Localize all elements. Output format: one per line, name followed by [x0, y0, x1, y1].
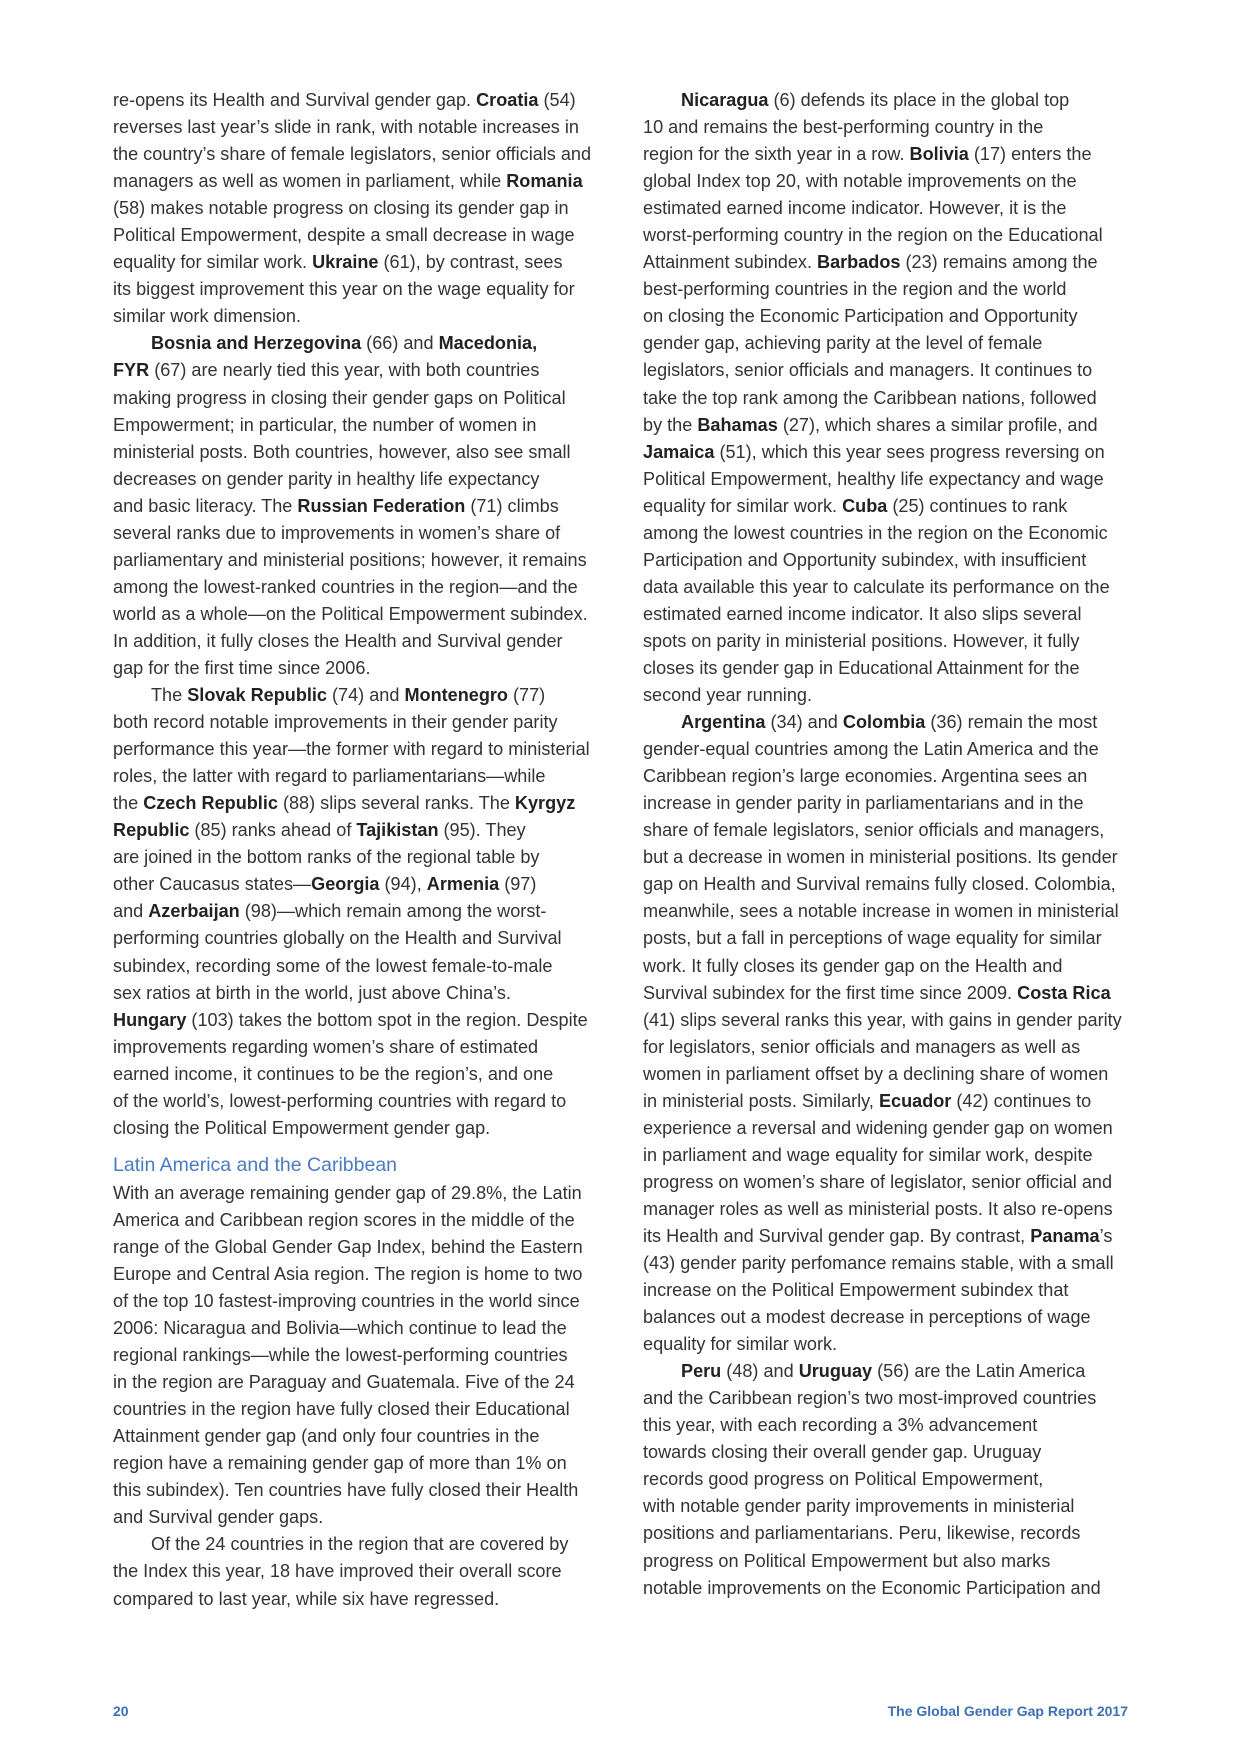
text-line — [113, 1007, 611, 1034]
text-run: progress on Political Empowerment but also marks — [643, 1550, 1051, 1571]
text-run: world as a whole—on the Political Empowerment subindex. — [113, 603, 588, 624]
text-line — [113, 493, 611, 520]
country-name: Barbados — [817, 252, 901, 273]
text-run: with notable gender parity improvements in ministerial — [643, 1496, 1075, 1517]
text-run: experience a reversal and widening gender gap on women — [643, 1117, 1113, 1138]
text-run: Survival subindex for the first time since 2009. — [643, 982, 1018, 1003]
paragraph — [113, 87, 611, 330]
text-run: the country’s share of female legislators, senior officials and — [113, 144, 592, 165]
page-number: 20 — [113, 1703, 129, 1719]
text-run: among the lowest countries in the region on the Economic — [643, 522, 1108, 543]
text-run: in the region are Paraguay and Guatemala. Five of the 24 — [113, 1372, 575, 1393]
text-run: and basic literacy. The — [113, 495, 298, 516]
text-line — [113, 1477, 611, 1504]
text-run: this year, with each recording a 3% advancement — [643, 1415, 1038, 1436]
text-line — [113, 466, 611, 493]
text-line — [643, 1277, 1141, 1304]
text-run: progress on women’s share of legislator, senior official and — [643, 1171, 1113, 1192]
text-line — [113, 249, 611, 276]
text-line — [643, 655, 1141, 682]
text-line — [643, 709, 1141, 736]
text-line — [113, 412, 611, 439]
text-line — [643, 1061, 1141, 1088]
text-run: among the lowest-ranked countries in the region—and the — [113, 576, 578, 597]
text-run: regional rankings—while the lowest-performing countries — [113, 1345, 568, 1366]
text-run: similar work dimension. — [113, 306, 302, 327]
text-run: spots on parity in ministerial positions. However, it fully — [643, 630, 1080, 651]
text-line — [643, 330, 1141, 357]
text-line — [643, 628, 1141, 655]
text-run: are joined in the bottom ranks of the regional table by — [113, 847, 540, 868]
text-run: its Health and Survival gender gap. By contrast, — [643, 1225, 1031, 1246]
text-run: its biggest improvement this year on the wage equality for — [113, 279, 575, 300]
text-run: (67) are nearly tied this year, with both countries — [149, 360, 540, 381]
country-name: Peru — [681, 1361, 722, 1382]
text-run: global Index top 20, with notable improvements on the — [643, 171, 1077, 192]
text-line — [643, 1466, 1141, 1493]
text-line — [113, 1234, 611, 1261]
text-line — [113, 655, 611, 682]
text-run: (17) enters the — [968, 144, 1092, 165]
text-line — [643, 925, 1141, 952]
country-name: Costa Rica — [1017, 982, 1111, 1003]
text-line — [643, 1007, 1141, 1034]
text-run: in parliament and wage equality for similar work, despite — [643, 1144, 1093, 1165]
text-run: and — [113, 901, 149, 922]
text-run: estimated earned income indicator. It also slips several — [643, 603, 1082, 624]
country-name: Panama — [1030, 1225, 1100, 1246]
text-run: ministerial posts. Both countries, however, also see small — [113, 441, 571, 462]
text-run: (23) remains among the — [900, 252, 1098, 273]
text-run: (43) gender parity perfomance remains stable, with a small — [643, 1253, 1114, 1274]
text-line — [113, 547, 611, 574]
text-run: increase on the Political Empowerment subindex that — [643, 1280, 1069, 1301]
text-line — [113, 114, 611, 141]
country-name: Nicaragua — [681, 90, 769, 110]
text-run: (97) — [499, 874, 537, 895]
text-line — [643, 357, 1141, 384]
country-name: Republic — [113, 820, 190, 841]
text-line — [643, 195, 1141, 222]
paragraph — [643, 1358, 1141, 1601]
text-line — [113, 276, 611, 303]
text-run: Political Empowerment, healthy life expectancy and wage — [643, 468, 1104, 489]
text-run: meanwhile, sees a notable increase in women in ministerial — [643, 901, 1119, 922]
text-run: gap on Health and Survival remains fully closed. Colombia, — [643, 874, 1116, 895]
country-name: Bahamas — [697, 414, 778, 435]
text-run: range of the Global Gender Gap Index, behind the Eastern — [113, 1236, 583, 1257]
text-line — [113, 303, 611, 330]
text-line — [113, 330, 611, 357]
text-line — [113, 898, 611, 925]
text-run: (94), — [379, 874, 427, 895]
country-name: Azerbaijan — [148, 901, 240, 922]
text-run: (56) are the Latin America — [872, 1361, 1086, 1382]
country-name: Ukraine — [312, 252, 379, 273]
text-line — [113, 357, 611, 384]
text-run: manager roles as well as ministerial posts. It also re-opens — [643, 1198, 1113, 1219]
text-line — [113, 1088, 611, 1115]
text-run: The — [151, 685, 188, 706]
text-line — [643, 222, 1141, 249]
text-run: (98)—which remain among the worst- — [239, 901, 547, 922]
text-line — [113, 1207, 611, 1234]
text-line — [113, 520, 611, 547]
text-line — [643, 898, 1141, 925]
paragraph — [113, 682, 611, 1142]
text-run: Political Empowerment, despite a small decrease in wage — [113, 225, 575, 246]
text-run: posts, but a fall in perceptions of wage equality for similar — [643, 928, 1102, 949]
text-line — [113, 1315, 611, 1342]
text-run: sex ratios at birth in the world, just above China’s. — [113, 982, 511, 1003]
text-run: take the top rank among the Caribbean nations, followed — [643, 387, 1097, 408]
text-run: (61), by contrast, sees — [378, 252, 563, 273]
text-run: 2006: Nicaragua and Bolivia—which continue to lead the — [113, 1318, 567, 1339]
text-run: work. It fully closes its gender gap on the Health and — [643, 955, 1063, 976]
country-name: Cuba — [842, 495, 888, 516]
text-run: positions and parliamentarians. Peru, likewise, records — [643, 1523, 1081, 1544]
text-line — [643, 547, 1141, 574]
text-run: (58) makes notable progress on closing its gender gap in — [113, 198, 569, 219]
text-run: (77) — [507, 685, 546, 706]
text-line — [643, 1196, 1141, 1223]
text-run: other Caucasus states— — [113, 874, 312, 895]
text-run: performing countries globally on the Health and Survival — [113, 928, 562, 949]
text-line — [643, 1250, 1141, 1277]
text-line — [113, 1261, 611, 1288]
text-run: (66) and — [361, 333, 439, 354]
text-line — [643, 763, 1141, 790]
text-line — [113, 953, 611, 980]
text-run: several ranks due to improvements in women’s share of — [113, 522, 561, 543]
text-line — [643, 844, 1141, 871]
text-line — [113, 1586, 611, 1613]
text-line — [643, 141, 1141, 168]
text-run: Attainment subindex. — [643, 252, 818, 273]
text-line — [113, 1531, 611, 1558]
paragraph — [113, 1180, 611, 1532]
country-name: FYR — [113, 360, 150, 381]
text-line — [643, 601, 1141, 628]
text-run: gap for the first time since 2006. — [113, 657, 371, 678]
text-run: legislators, senior officials and managers. It continues to — [643, 360, 1093, 381]
country-name: Georgia — [311, 874, 380, 895]
text-line — [643, 980, 1141, 1007]
text-line — [643, 1115, 1141, 1142]
paragraph — [643, 709, 1141, 1358]
text-run: share of female legislators, senior officials and managers, — [643, 820, 1105, 841]
text-run: (54) — [538, 90, 576, 110]
country-name: Czech Republic — [143, 793, 278, 814]
text-run: (85) ranks ahead of — [189, 820, 357, 841]
text-line — [113, 1342, 611, 1369]
text-run: women in parliament offset by a declining share of women — [643, 1063, 1109, 1084]
text-line — [113, 1450, 611, 1477]
text-run: best-performing countries in the region and the world — [643, 279, 1067, 300]
country-name: Uruguay — [798, 1361, 873, 1382]
text-run: of the top 10 fastest-improving countries in the world since — [113, 1291, 580, 1312]
text-run: re-opens its Health and Survival gender gap. — [113, 90, 477, 110]
country-name: Macedonia, — [438, 333, 538, 354]
text-run: (48) and — [721, 1361, 799, 1382]
country-name: Armenia — [426, 874, 500, 895]
text-line — [113, 709, 611, 736]
text-run: In addition, it fully closes the Health and Survival gender — [113, 630, 563, 651]
text-run: Caribbean region’s large economies. Argentina sees an — [643, 766, 1088, 787]
text-line — [643, 790, 1141, 817]
text-run: gender gap, achieving parity at the level of female — [643, 333, 1043, 354]
text-line — [113, 87, 611, 114]
country-name: Bolivia — [909, 144, 969, 165]
text-run: (41) slips several ranks this year, with gains in gender parity — [643, 1009, 1122, 1030]
text-run: (51), which this year sees progress reversing on — [714, 441, 1105, 462]
text-run: (27), which shares a similar profile, and — [777, 414, 1098, 435]
text-run: gender-equal countries among the Latin America and the — [643, 739, 1099, 760]
text-run: (6) defends its place in the global top — [768, 90, 1070, 110]
text-line — [643, 1520, 1141, 1547]
text-run: managers as well as women in parliament, while — [113, 171, 507, 192]
text-run: the — [113, 793, 144, 814]
text-run: and the Caribbean region’s two most-improved countries — [643, 1388, 1097, 1409]
paragraph — [113, 330, 611, 682]
text-line — [643, 87, 1141, 114]
text-line — [113, 1180, 611, 1207]
text-run: Empowerment; in particular, the number of women in — [113, 414, 537, 435]
text-run: (103) takes the bottom spot in the region. Despite — [186, 1009, 588, 1030]
text-line — [113, 385, 611, 412]
text-run: records good progress on Political Empowerment, — [643, 1469, 1044, 1490]
country-name: Jamaica — [643, 441, 715, 462]
text-run: in ministerial posts. Similarly, — [643, 1090, 879, 1111]
text-line — [643, 249, 1141, 276]
country-name: Croatia — [476, 90, 539, 110]
text-run: ’s — [1099, 1225, 1113, 1246]
text-run: region have a remaining gender gap of more than 1% on — [113, 1453, 567, 1474]
text-run: balances out a modest decrease in perceptions of wage — [643, 1307, 1091, 1328]
text-run: towards closing their overall gender gap. Uruguay — [643, 1442, 1042, 1463]
text-line — [113, 1504, 611, 1531]
text-line — [643, 276, 1141, 303]
text-line — [643, 1142, 1141, 1169]
text-line — [113, 871, 611, 898]
text-run: earned income, it continues to be the region’s, and one — [113, 1063, 554, 1084]
text-line — [643, 303, 1141, 330]
text-line — [113, 168, 611, 195]
text-line — [113, 628, 611, 655]
country-name: Bosnia and Herzegovina — [151, 333, 362, 354]
country-name: Ecuador — [878, 1090, 952, 1111]
text-run: on closing the Economic Participation and Opportunity — [643, 306, 1078, 327]
text-line — [113, 195, 611, 222]
text-line — [113, 790, 611, 817]
text-line — [113, 1034, 611, 1061]
country-name: Hungary — [113, 1009, 187, 1030]
text-line — [643, 1548, 1141, 1575]
text-run: Attainment gender gap (and only four countries in the — [113, 1426, 540, 1447]
text-run: decreases on gender parity in healthy life expectancy — [113, 468, 540, 489]
text-line — [643, 574, 1141, 601]
text-line — [113, 1061, 611, 1088]
text-run: worst-performing country in the region on the Educational — [643, 225, 1103, 246]
text-line — [643, 439, 1141, 466]
text-run: Europe and Central Asia region. The region is home to two — [113, 1263, 583, 1284]
text-run: equality for similar work. — [643, 495, 843, 516]
text-line — [113, 1115, 611, 1142]
text-line — [643, 1358, 1141, 1385]
text-line — [643, 114, 1141, 141]
text-run: making progress in closing their gender gaps on Political — [113, 387, 566, 408]
text-line — [113, 141, 611, 168]
text-line — [643, 1169, 1141, 1196]
text-run: subindex, recording some of the lowest female-to-male — [113, 955, 553, 976]
text-line — [643, 1575, 1141, 1602]
report-title: The Global Gender Gap Report 2017 — [887, 1703, 1128, 1719]
text-run: America and Caribbean region scores in the middle of the — [113, 1209, 575, 1230]
text-run: (95). They — [438, 820, 526, 841]
text-run: Of the 24 countries in the region that are covered by — [151, 1534, 569, 1555]
country-name: Kyrgyz — [514, 793, 576, 814]
text-run: closing the Political Empowerment gender gap. — [113, 1117, 491, 1138]
text-line — [643, 412, 1141, 439]
text-line — [113, 925, 611, 952]
text-run: but a decrease in women in ministerial positions. Its gender — [643, 847, 1118, 868]
text-run: this subindex). Ten countries have fully closed their Health — [113, 1480, 579, 1501]
text-line — [643, 520, 1141, 547]
text-run: (34) and — [765, 712, 843, 733]
text-run: Participation and Opportunity subindex, with insufficient — [643, 549, 1087, 570]
text-run: compared to last year, while six have regressed. — [113, 1588, 500, 1609]
text-run: closes its gender gap in Educational Attainment for the — [643, 657, 1080, 678]
text-run: (36) remain the most — [925, 712, 1098, 733]
section-heading: Latin America and the Caribbean — [113, 1153, 398, 1176]
text-line — [113, 682, 611, 709]
country-name: Slovak Republic — [187, 685, 327, 706]
text-run: (71) climbs — [465, 495, 559, 516]
left-column — [113, 87, 611, 1613]
text-run: roles, the latter with regard to parliamentarians—while — [113, 766, 546, 787]
text-line — [643, 466, 1141, 493]
text-run: With an average remaining gender gap of 29.8%, the Latin — [113, 1182, 582, 1203]
text-run: reverses last year’s slide in rank, with notable increases in — [113, 117, 579, 138]
country-name: Tajikistan — [356, 820, 439, 841]
text-line — [643, 817, 1141, 844]
text-line — [113, 817, 611, 844]
text-line — [643, 1439, 1141, 1466]
text-run: (25) continues to rank — [887, 495, 1068, 516]
paragraph — [643, 87, 1141, 709]
text-line — [643, 871, 1141, 898]
country-name: Argentina — [681, 712, 766, 733]
text-line — [643, 1385, 1141, 1412]
text-line — [643, 953, 1141, 980]
text-line — [113, 1423, 611, 1450]
text-run: countries in the region have fully closed their Educational — [113, 1399, 570, 1420]
text-run: 10 and remains the best-performing country in the — [643, 117, 1044, 138]
text-run: of the world’s, lowest-performing countries with regard to — [113, 1090, 567, 1111]
text-run: (88) slips several ranks. The — [277, 793, 515, 814]
text-line — [113, 1369, 611, 1396]
country-name: Romania — [506, 171, 583, 192]
text-line — [643, 168, 1141, 195]
text-run: (42) continues to — [951, 1090, 1092, 1111]
country-name: Russian Federation — [297, 495, 466, 516]
text-run: data available this year to calculate its performance on the — [643, 576, 1110, 597]
paragraph — [113, 1531, 611, 1612]
text-run: both record notable improvements in their gender parity — [113, 712, 558, 733]
text-run: parliamentary and ministerial positions; however, it remains — [113, 549, 587, 570]
text-run: for legislators, senior officials and managers as well as — [643, 1036, 1081, 1057]
text-line — [643, 385, 1141, 412]
right-column — [643, 87, 1141, 1602]
text-run: the Index this year, 18 have improved their overall score — [113, 1561, 562, 1582]
text-line — [643, 682, 1141, 709]
text-run: and Survival gender gaps. — [113, 1507, 324, 1528]
text-line — [643, 1493, 1141, 1520]
text-line — [113, 736, 611, 763]
text-line — [643, 1034, 1141, 1061]
text-run: by the — [643, 414, 698, 435]
country-name: Colombia — [842, 712, 926, 733]
text-line — [643, 493, 1141, 520]
text-run: equality for similar work. — [643, 1334, 838, 1355]
text-line — [113, 222, 611, 249]
text-run: increase in gender parity in parliamentarians and in the — [643, 793, 1084, 814]
text-line — [643, 1412, 1141, 1439]
text-line — [113, 844, 611, 871]
text-line — [113, 439, 611, 466]
text-line — [113, 1396, 611, 1423]
text-run: (74) and — [327, 685, 405, 706]
text-line — [113, 1288, 611, 1315]
text-line — [113, 980, 611, 1007]
text-run: improvements regarding women’s share of estimated — [113, 1036, 539, 1057]
text-run: region for the sixth year in a row. — [643, 144, 910, 165]
text-run: second year running. — [643, 685, 812, 706]
text-line — [113, 574, 611, 601]
text-line — [113, 601, 611, 628]
country-name: Montenegro — [404, 685, 508, 706]
text-line — [643, 1223, 1141, 1250]
text-line — [113, 763, 611, 790]
text-line — [643, 1331, 1141, 1358]
text-line — [643, 1304, 1141, 1331]
text-line — [113, 1558, 611, 1585]
text-run: estimated earned income indicator. However, it is the — [643, 198, 1067, 219]
text-run: equality for similar work. — [113, 252, 313, 273]
text-line — [643, 1088, 1141, 1115]
text-run: performance this year—the former with regard to ministerial — [113, 739, 590, 760]
text-line — [643, 736, 1141, 763]
text-run: notable improvements on the Economic Participation and — [643, 1577, 1101, 1598]
